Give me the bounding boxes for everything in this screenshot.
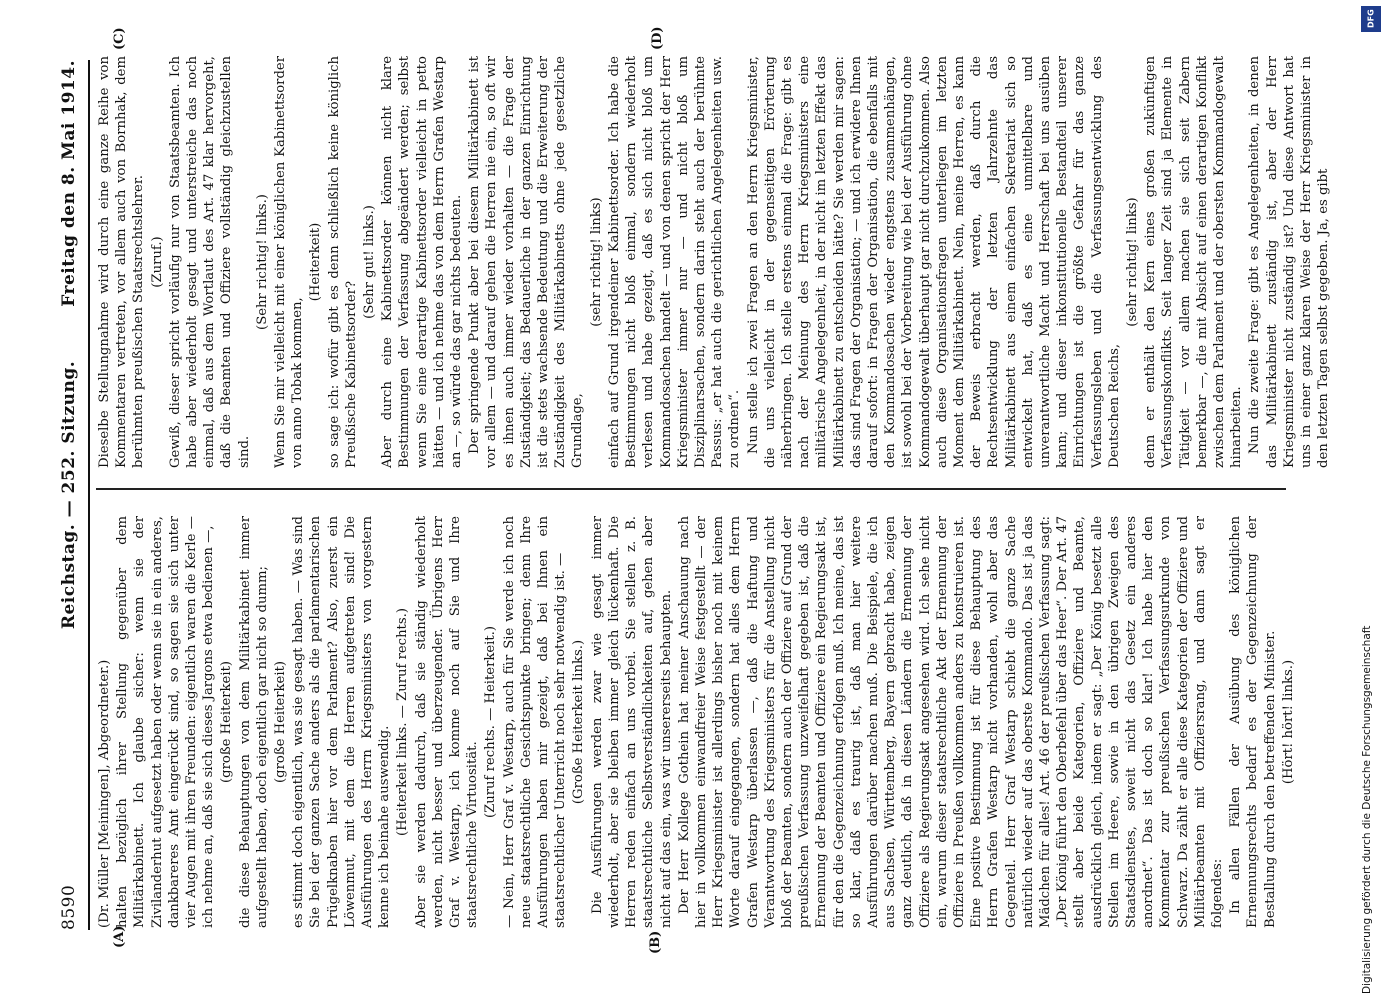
- left-column-paragraph: (große Heiterkeit): [219, 660, 235, 784]
- left-column-paragraph: Der Herr Kollege Gothein hat meiner Anschauung nach hier in vollkommen einwandfreier Weise festgestellt — der Herr Kriegsminister ist allerdings bisher noch mit keinem Worte darauf eingegangen, sondern hat alles dem Herrn Grafen Westarp überlassen —, daß die Haftung und Verantwortung des Kriegsministers für die Anstellung nicht bloß der Beamten, sondern auch der Offiziere auf Grund der preußischen Verfassung unzweifelhaft gegeben ist, daß die Ernennung der Beamten und Offiziere ein Regierungsakt ist, für den die Gegenzeichnung erfolgen muß. Ich meine, das ist so klar, daß es traurig ist, daß man hier weitere Ausführungen darüber machen muß. Die Beispiele, die ich aus Sachsen, Württemberg, Bayern gebracht habe, zeigen ganz deutlich, daß in diesen Ländern die Ernennung der Offiziere als Regierungsakt angesehen wird. Ich sehe nicht ein, warum dieser staatsrechtliche Akt der Ernennung der Offiziere in Preußen vollkommen anders zu konstruieren ist. Eine positive Bestimmung ist für diese Behauptung des Herrn Grafen Westarp nicht vorhanden, wohl aber das Gegenteil. Herr Graf Westarp schiebt die ganze Sache natürlich wieder auf das oberste Kommando. Das ist ja das Mädchen für alles! Art. 46 der preußischen Verfassung sagt: „Der König führt den Oberbefehl über das Heer“. Der Art. 47 stellt aber beide Kategorien, Offiziere und Beamte, ausdrücklich gleich, indem er sagt: „Der König besetzt alle Stellen im Heere, sowie in den übrigen Zweigen des Staatsdienstes, soweit nicht das Gesetz ein anderes anordnet“. Das ist doch so klar! Ich habe hier den Kommentar zur preußischen Verfassungsurkunde von Schwarz. Da zählt er alle diese Kategorien der Offiziere und Militärbeamten mit Offiziersrang, und dann sagt er folgendes:: [676, 516, 1225, 928]
- right-column-paragraph: (Heiterkeit): [308, 222, 324, 302]
- header-title: Reichstag. — 252. Sitzung.: [59, 360, 79, 630]
- left-column-paragraph: (große Heiterkeit): [273, 660, 289, 784]
- right-column-paragraph: denn er enthält den Kern eines großen zukünftigen Verfassungskonflikts. Seit langer Zeit sind ja Elemente in Tätigkeit — vor allem machen sie sich seit Zabern bemerkbar —, die mit Absicht auf einen derartigen Konflikt zwischen dem Parlament und der obersten Kommandogewalt hinarbeiten.: [1143, 56, 1245, 468]
- right-column-paragraph: Dieselbe Stellungnahme wird durch eine ganze Reihe von Kommentaren vertreten, vor allem auch von Bornhak, dem berühmten preußischen Staatsrechtslehrer.: [97, 56, 147, 468]
- margin-mark-c: (C): [112, 27, 127, 50]
- left-column-paragraph: halten bezüglich ihrer Stellung gegenüber dem Militärkabinett. Ich glaube sicher: wenn sie der Zivilanderhut aufgesetzt haben oder wenn sie in ein anderes, dankbareres Amt eingerückt sind, so sagen sie sich unter vier Augen mit ihren Freunden: eigentlich waren die Kerle — ich nehme an, daß sie sich dieses Jargons etwa bedienen —,: [115, 516, 217, 928]
- right-column-paragraph: (Sehr gut! links.): [362, 205, 378, 319]
- left-column-paragraph: (Hört! hört! links.): [1280, 659, 1296, 785]
- digitization-note: [1361, 6, 1379, 994]
- right-column-paragraph: so sage ich: wofür gibt es denn schließlich keine königlich Preußische Kabinettsorder?: [326, 56, 359, 468]
- left-column-paragraph: — Nein, Herr Graf v. Westarp, auch für Sie werde ich noch neue staatsrechtliche Gesichtspunkte bringen; denn Ihre Ausführungen haben mir gezeigt, daß bei Ihnen ein staatsrechtlicher Unterricht noch sehr notwendig ist. —: [501, 516, 569, 928]
- left-column-paragraph: (Dr. Müller [Meiningen], Abgeordneter.): [97, 659, 112, 928]
- right-column-paragraph: Nun stelle ich zwei Fragen an den Herrn Kriegsminister, die uns vielleicht in der gegenseitigen Erörterung näherbringen. Ich stelle erstens einmal die Frage: gibt es nach der Meinung des Herrn Kriegsministers eine militärische Angelegenheit, in der nicht im letzten Effekt das Militärkabinett zu entscheiden hätte? Sie werden mir sagen: das sind Fragen der Organisation; — und ich erwidere Ihnen darauf sofort: in Fragen der Organisation, die ebenfalls mit den Kommandosachen wieder engstens zusammenhängen, ist sowohl bei der Vorbereitung wie bei der Ausführung ohne Kommandogewalt überhaupt gar nicht durchzukommen. Also auch diese Organisationsfragen unterliegen im letzten Moment dem Militärkabinett. Nein, meine Herren, es kann der Beweis erbracht werden, daß durch die Rechtsentwicklung der letzten Jahrzehnte das Militärkabinett aus einem einfachen Sekretariat sich so entwickelt hat, daß es eine unmittelbare und unverantwortliche Macht und Herrschaft bei uns ausüben kann; und dieser inkonstitutionelle Bestandteil unserer Einrichtungen ist die größte Gefahr für das ganze Verfassungsleben und die Verfassungsentwicklung des Deutschen Reichs,: [745, 56, 1122, 468]
- column-divider: [96, 488, 1286, 490]
- right-column-paragraph: Der springende Punkt aber bei diesem Militärkabinett ist vor allem — und darauf gehen die Herren nie ein, so oft wir es ihnen auch immer wieder vorhalten — die Frage der Zuständigkeit; das Bedauerliche in der ganzen Einrichtung ist die stets wachsende Bedeutung und die Erweiterung der Zuständigkeit des Militärkabinetts ohne jede gesetzliche Grundlage,: [467, 56, 586, 468]
- right-column-paragraph: Aber durch eine Kabinettsorder können nicht klare Bestimmungen der Verfassung abgeändert werden; selbst wenn Sie eine derartige Kabinettsorder vielleicht in petto hätten — und ich nehme das von dem Herrn Grafen Westarp an —, so würde das gar nichts bedeuten.: [380, 56, 465, 468]
- right-column-paragraph: (sehr richtig! links): [1124, 197, 1140, 327]
- right-column-paragraph: Nun die zweite Frage: gibt es Angelegenheiten, in denen das Militärkabinett zuständig ist, aber der Herr Kriegsminister nicht zuständig ist? Und diese Antwort hat uns in einer ganz klaren Weise der Herr Kriegsminister in den letzten Tagen selbst gegeben. Ja, es gibt: [1247, 56, 1332, 468]
- header-date: Freitag den 8. Mai 1914.: [59, 60, 79, 307]
- margin-mark-b: (B): [648, 930, 663, 954]
- left-column-paragraph: (Heiterkeit links. — Zuruf rechts.): [395, 608, 411, 836]
- right-column-paragraph: (sehr richtig! links): [588, 197, 604, 327]
- left-column: [96, 516, 1298, 928]
- left-column-paragraph: es stimmt doch eigentlich, was sie gesagt haben. — Was sind Sie bei der ganzen Sache anders als die parlamentarischen Prügelknaben hier vor dem Parlament? Also, zuerst ein Löwenmut, mit dem die Herren aufgetreten sind! Die Ausführungen des Herrn Kriegsministers von vorgestern kenne ich beinahe auswendig.: [291, 516, 393, 928]
- margin-mark-a: (A): [112, 925, 127, 948]
- left-column-paragraph: (Zuruf rechts. — Heiterkeit.): [483, 625, 499, 819]
- right-column-paragraph: (Sehr richtig! links.): [254, 194, 270, 330]
- page-number: 8590: [59, 884, 79, 930]
- left-column-paragraph: (Große Heiterkeit links.): [571, 639, 587, 805]
- left-column-paragraph: In allen Fällen der Ausübung des königlichen Ernennungsrechts bedarf es der Gegenzeichnung der Bestallung durch den betreffenden Minister.: [1228, 516, 1278, 928]
- right-column: [96, 56, 1333, 468]
- header-rule: [88, 60, 90, 930]
- digitization-note-text: Digitalisierung gefördert durch die Deutsche Forschungsgemeinschaft: [1361, 625, 1373, 994]
- margin-mark-d: (D): [650, 26, 665, 50]
- right-column-paragraph: einfach auf Grund irgendeiner Kabinettsorder. Ich habe die Bestimmungen nicht bloß einmal, sondern wiederholt verlesen und habe gezeigt, daß es sich nicht bloß um Kommandosachen handelt — und von denen spricht der Herr Kriegsminister immer nur — und nicht bloß um Disziplinarsachen, sondern darin steht auch der berühmte Passus: „er hat auch die gerichtlichen Angelegenheiten usw. zu ordnen“.: [606, 56, 743, 468]
- right-column-paragraph: Wenn Sie mir vielleicht mit einer königlichen Kabinettsorder von anno Tobak kommen,: [273, 56, 306, 468]
- left-column-paragraph: Die Ausführungen werden zwar wie gesagt immer wiederholt, aber sie bleiben immer gleich lückenhaft. Die Herren reden einfach an uns vorbei. Sie stellen z. B. staatsrechtliche Selbstverständlichkeiten auf, gehen aber nicht auf das ein, was wir unsererseits behaupten.: [589, 516, 674, 928]
- left-column-paragraph: die diese Behauptungen von dem Militärkabinett immer aufgestellt haben, doch eigentlich gar nicht so dumm;: [237, 516, 270, 928]
- right-column-paragraph: Gewiß, dieser spricht vorläufig nur von Staatsbeamten. Ich habe aber wiederholt gesagt und unterstreiche das noch einmal, daß aus dem Wortlaut des Art. 47 klar hervorgeht, daß die Beamten und Offiziere vollständig gleichzustellen sind.: [167, 56, 252, 468]
- page-header: [55, 60, 85, 930]
- dfg-logo: DFG: [1361, 6, 1381, 32]
- left-column-paragraph: Aber sie werden dadurch, daß sie ständig wiederholt werden, nicht besser und überzeugender. Übrigens Herr Graf v. Westarp, ich komme noch auf Sie und Ihre staatsrechtliche Virtuosität.: [413, 516, 481, 928]
- right-column-paragraph: (Zuruf.): [149, 236, 165, 288]
